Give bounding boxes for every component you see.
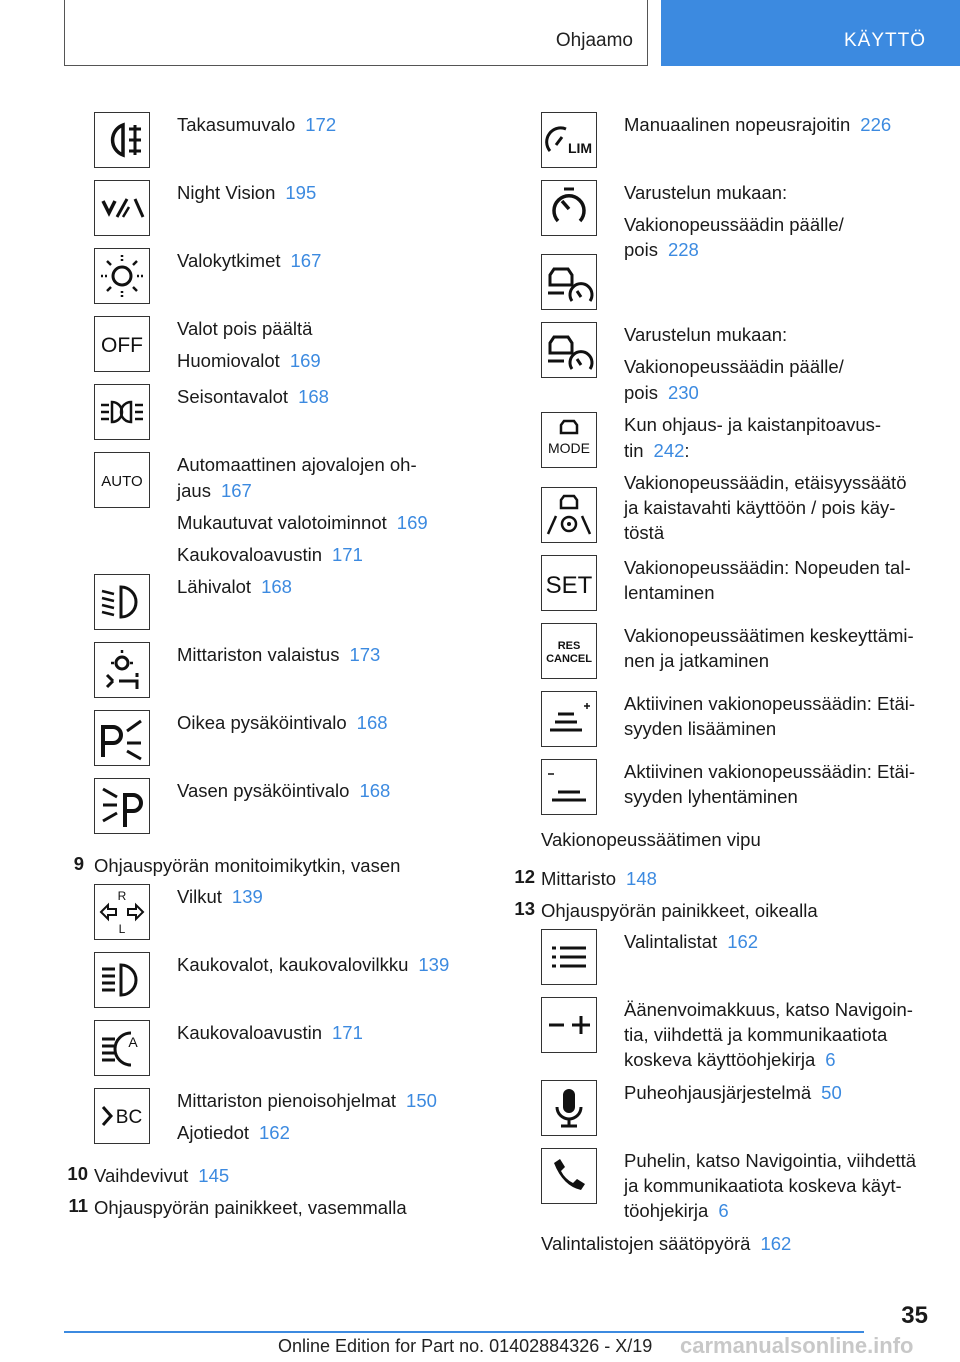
item-text: töohjekirja 6 bbox=[624, 1200, 729, 1221]
item-text: Vakionopeussäädin päälle/ bbox=[624, 214, 844, 235]
section-heading: Vaihdevivut 145 bbox=[94, 1165, 230, 1186]
section-tab bbox=[64, 0, 648, 66]
item-text: Takasumuvalo 172 bbox=[177, 114, 337, 135]
page-ref-link[interactable]: 195 bbox=[285, 182, 317, 203]
instrument-lighting-icon bbox=[94, 642, 150, 698]
item-text: Seisontavalot 168 bbox=[177, 386, 329, 407]
item-text: koskeva käyttöohjekirja 6 bbox=[624, 1049, 836, 1070]
item-text: Kun ohjaus- ja kaistanpitoavus- bbox=[624, 414, 882, 435]
item-text: syyden lyhentäminen bbox=[624, 786, 798, 807]
svg-text:BC: BC bbox=[115, 1107, 143, 1128]
item-text: Mittariston valaistus 173 bbox=[177, 644, 381, 665]
distance-decrease-icon bbox=[541, 759, 597, 815]
item-number: 9 bbox=[73, 853, 84, 874]
page-ref-link[interactable]: 168 bbox=[261, 576, 292, 597]
item-text: Automaattinen ajovalojen oh- bbox=[177, 454, 417, 475]
page-header bbox=[64, 0, 960, 66]
item-text: Vasen pysäköintivalo 168 bbox=[177, 780, 391, 801]
lights-off-icon bbox=[94, 316, 150, 372]
svg-text:A: A bbox=[128, 1034, 138, 1050]
item-text: töstä bbox=[624, 522, 665, 543]
svg-text:LIM: LIM bbox=[567, 140, 593, 156]
distance-increase-icon bbox=[541, 691, 597, 747]
active-cruise-control-icon bbox=[541, 254, 597, 310]
item-text: Huomiovalot 169 bbox=[177, 350, 321, 371]
page-ref-link[interactable]: 228 bbox=[667, 239, 699, 260]
item-text: Oikea pysäköintivalo 168 bbox=[177, 712, 388, 733]
page-ref-link[interactable]: 162 bbox=[760, 1233, 792, 1254]
page-ref-link[interactable]: 168 bbox=[359, 780, 391, 801]
high-beam-icon bbox=[94, 952, 150, 1008]
item-text: Night Vision 195 bbox=[177, 182, 317, 203]
page-ref-link[interactable]: 162 bbox=[259, 1122, 290, 1143]
item-text: lentaminen bbox=[624, 582, 715, 603]
right-parking-light-icon bbox=[94, 710, 150, 766]
page-ref-link[interactable]: 139 bbox=[231, 886, 263, 907]
item-text: Valokytkimet 167 bbox=[177, 250, 322, 271]
item-text: Mittariston pienoisohjelmat 150 bbox=[177, 1090, 437, 1111]
item-text: tia, viihdettä ja kommunikaatiota bbox=[624, 1024, 888, 1045]
svg-text:OFF: OFF bbox=[101, 334, 143, 357]
footer-edition: Online Edition for Part no. 01402884326 - X/19 bbox=[278, 1336, 653, 1356]
item-text: Ajotiedot 162 bbox=[177, 1122, 290, 1143]
auto-headlights-icon bbox=[94, 452, 150, 508]
item-text: Valot pois päältä bbox=[177, 318, 313, 339]
page-ref-link[interactable]: 169 bbox=[396, 512, 428, 533]
mode-button-icon bbox=[541, 412, 597, 468]
page-ref-link[interactable]: 169 bbox=[289, 350, 321, 371]
item-text: jaus 167 bbox=[177, 480, 252, 501]
page-ref-link[interactable]: 172 bbox=[305, 114, 337, 135]
item-text: Manuaalinen nopeusrajoitin 226 bbox=[624, 114, 892, 135]
turn-signal-icon bbox=[94, 884, 150, 940]
page-ref-link[interactable]: 50 bbox=[821, 1082, 842, 1103]
chapter-tab bbox=[661, 0, 960, 66]
page-number: 35 bbox=[901, 1302, 928, 1329]
item-text: Aktiivinen vakionopeussäädin: Etäi- bbox=[624, 761, 916, 782]
page-ref-link[interactable]: 167 bbox=[220, 480, 252, 501]
page-ref-link[interactable]: 148 bbox=[626, 868, 657, 889]
active-cruise-control-icon bbox=[541, 322, 597, 378]
item-text: Kaukovaloavustin 171 bbox=[177, 544, 363, 565]
chapter-title: KÄYTTÖ bbox=[843, 30, 926, 51]
left-parking-light-icon bbox=[94, 778, 150, 834]
subheading: Valintalistojen säätöpyörä 162 bbox=[541, 1233, 792, 1254]
item-text: nen ja jatkaminen bbox=[624, 650, 770, 671]
res-cancel-icon bbox=[541, 623, 597, 679]
item-text: Vakionopeussäädin: Nopeuden tal- bbox=[624, 557, 911, 578]
item-text: Vakionopeussäädin, etäisyyssäätö bbox=[624, 472, 907, 493]
list-icon bbox=[541, 929, 597, 985]
svg-text:RES: RES bbox=[557, 640, 581, 652]
svg-text:R: R bbox=[117, 889, 127, 903]
page-ref-link[interactable]: 226 bbox=[860, 114, 892, 135]
page-ref-link[interactable]: 171 bbox=[332, 544, 363, 565]
board-computer-icon bbox=[94, 1088, 150, 1144]
page-ref-link[interactable]: 6 bbox=[718, 1200, 729, 1221]
svg-text:L: L bbox=[118, 922, 126, 936]
item-number: 13 bbox=[514, 898, 535, 919]
section-heading: Ohjauspyörän monitoimikytkin, vasen bbox=[94, 855, 401, 876]
item-number: 12 bbox=[514, 866, 535, 887]
item-text: Kaukovalot, kaukovalovilkku 139 bbox=[177, 954, 450, 975]
page-ref-link[interactable]: 230 bbox=[667, 382, 699, 403]
item-number: 11 bbox=[68, 1195, 88, 1216]
high-beam-assist-icon bbox=[94, 1020, 150, 1076]
item-number: 10 bbox=[67, 1163, 88, 1184]
item-text: ja kaistavahti käyttöön / pois käy- bbox=[624, 497, 896, 518]
svg-text:MODE: MODE bbox=[548, 440, 590, 456]
page-ref-link[interactable]: 168 bbox=[298, 386, 329, 407]
svg-text:SET: SET bbox=[545, 572, 593, 599]
item-text: Varustelun mukaan: bbox=[624, 324, 788, 345]
item-text: Vakionopeussäätimen keskeyttämi- bbox=[624, 625, 914, 646]
item-text: Äänenvoimakkuus, katso Navigoin- bbox=[624, 999, 913, 1020]
volume-icon bbox=[541, 997, 597, 1053]
svg-text:CANCEL: CANCEL bbox=[546, 653, 592, 665]
light-switch-icon bbox=[94, 248, 150, 304]
speed-limiter-icon bbox=[541, 112, 597, 168]
item-text: Lähivalot 168 bbox=[177, 576, 292, 597]
low-beam-icon bbox=[94, 574, 150, 630]
page-ref-link[interactable]: 6 bbox=[825, 1049, 836, 1070]
item-text: Varustelun mukaan: bbox=[624, 182, 788, 203]
watermark: carmanualsonline.info bbox=[680, 1333, 914, 1358]
item-text: Aktiivinen vakionopeussäädin: Etäi- bbox=[624, 693, 916, 714]
cruise-control-icon bbox=[541, 180, 597, 236]
lane-keeping-icon bbox=[541, 487, 597, 543]
item-text: pois 230 bbox=[624, 382, 699, 403]
rear-fog-light-icon bbox=[94, 112, 150, 168]
page-ref-link[interactable]: 167 bbox=[290, 250, 322, 271]
page-ref-link[interactable]: 145 bbox=[198, 1165, 230, 1186]
microphone-icon bbox=[541, 1080, 597, 1136]
item-text: tin 242: bbox=[624, 440, 690, 461]
item-text: syyden lisääminen bbox=[624, 718, 777, 739]
svg-text:AUTO: AUTO bbox=[101, 473, 143, 490]
page-ref-link[interactable]: 171 bbox=[332, 1022, 363, 1043]
page-ref-link[interactable]: 173 bbox=[349, 644, 381, 665]
subheading: Vakionopeussäätimen vipu bbox=[541, 829, 761, 850]
section-heading: Ohjauspyörän painikkeet, vasemmalla bbox=[94, 1197, 407, 1218]
item-text: Vakionopeussäädin päälle/ bbox=[624, 356, 844, 377]
page-ref-link[interactable]: 168 bbox=[356, 712, 388, 733]
item-text: Vilkut 139 bbox=[177, 886, 263, 907]
set-speed-icon bbox=[541, 555, 597, 611]
item-text: Puheohjausjärjestelmä 50 bbox=[624, 1082, 842, 1103]
phone-icon bbox=[541, 1148, 597, 1204]
night-vision-icon bbox=[94, 180, 150, 236]
item-text: Valintalistat 162 bbox=[624, 931, 759, 952]
item-text: Mukautuvat valotoiminnot 169 bbox=[177, 512, 428, 533]
item-text: pois 228 bbox=[624, 239, 699, 260]
item-text: Kaukovaloavustin 171 bbox=[177, 1022, 363, 1043]
page-ref-link[interactable]: 162 bbox=[727, 931, 759, 952]
section-title: Ohjaamo bbox=[555, 30, 633, 51]
section-heading: Mittaristo 148 bbox=[541, 868, 657, 889]
parking-lights-icon bbox=[94, 384, 150, 440]
item-text: ja kommunikaatiota koskeva käyt- bbox=[624, 1175, 902, 1196]
section-heading: Ohjauspyörän painikkeet, oikealla bbox=[541, 900, 818, 921]
page-ref-link[interactable]: 242 bbox=[653, 440, 685, 461]
page-ref-link[interactable]: 139 bbox=[418, 954, 450, 975]
item-text: Puhelin, katso Navigointia, viihdettä bbox=[624, 1150, 917, 1171]
page-ref-link[interactable]: 150 bbox=[406, 1090, 437, 1111]
